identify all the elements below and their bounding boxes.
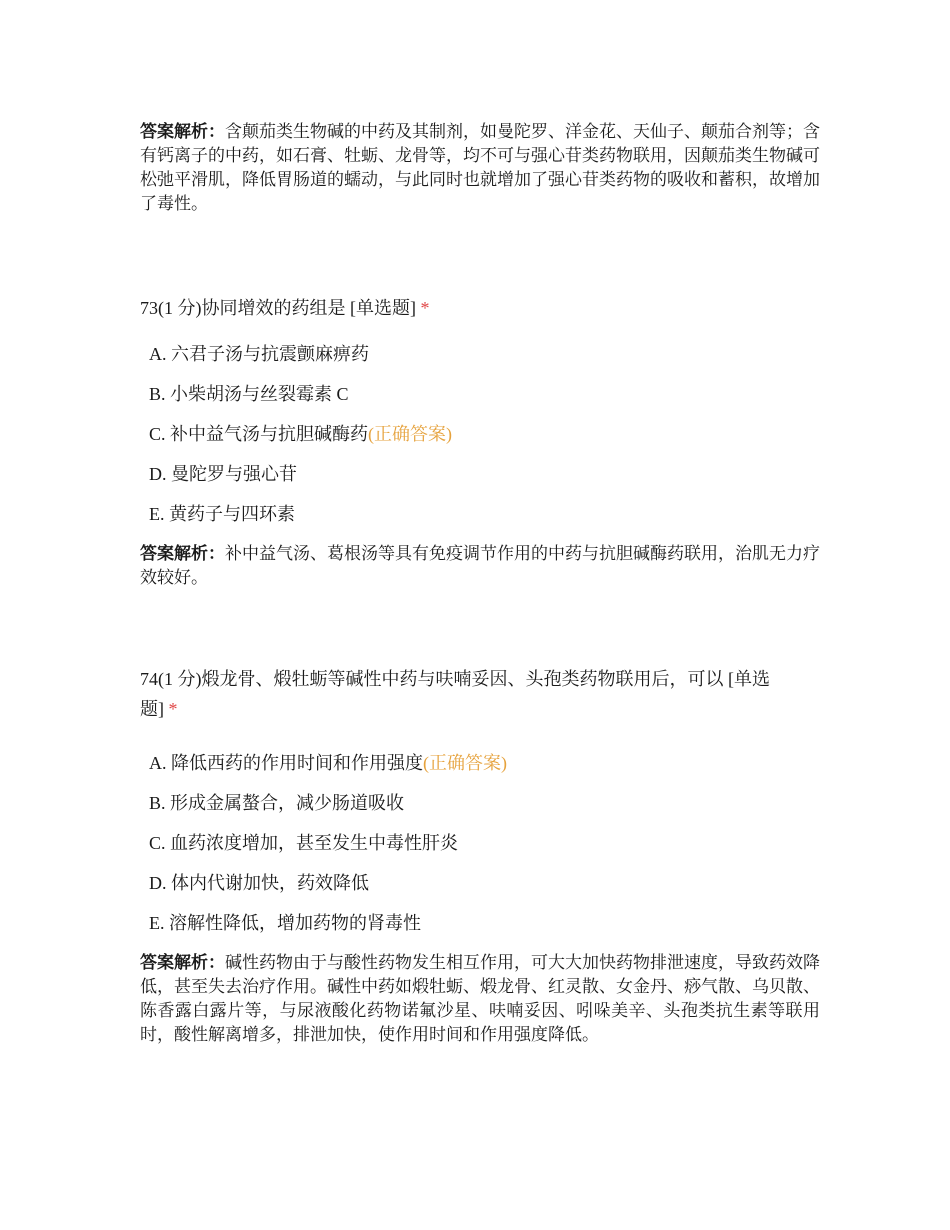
option-d[interactable] (149, 871, 820, 895)
question-text-line1: 74(1 分)煅龙骨、煅牡蛎等碱性中药与呋喃妥因、头孢类药物联用后，可以 [单选 (140, 669, 770, 689)
question-74-analysis (140, 951, 820, 1047)
option-a[interactable] (149, 751, 820, 775)
option-text: C. 血药浓度增加，甚至发生中毒性肝炎 (149, 833, 459, 853)
option-e[interactable] (149, 502, 820, 526)
option-text: B. 形成金属螯合，减少肠道吸收 (149, 793, 405, 813)
analysis-label: 答案解析： (140, 953, 225, 973)
question-title (140, 664, 820, 724)
analysis-label: 答案解析： (140, 544, 225, 564)
option-b[interactable] (149, 791, 820, 815)
question-text: 73(1 分)协同增效的药组是 [单选题] (140, 298, 416, 318)
option-text: D. 体内代谢加快，药效降低 (149, 873, 369, 893)
prev-analysis-block (140, 120, 820, 216)
question-73 (140, 293, 820, 323)
option-text: D. 曼陀罗与强心苷 (149, 464, 297, 484)
option-c[interactable] (149, 831, 820, 855)
question-74-options (140, 751, 820, 951)
required-mark: * (420, 298, 430, 318)
question-73-analysis (140, 542, 820, 590)
analysis-text: 碱性药物由于与酸性药物发生相互作用，可大大加快药物排泄速度，导致药效降低，甚至失去治疗作用。碱性中药如煅牡蛎、煅龙骨、红灵散、女金丹、痧气散、乌贝散、陈香露白露片等，与尿液酸化药物诺氟沙星、呋喃妥因、吲哚美辛、头孢类抗生素等联用时，酸性解离增多，排泄加快，使作用时间和作用强度降低。 (140, 953, 820, 1045)
question-74-analysis-block (140, 951, 820, 1047)
option-text: B. 小柴胡汤与丝裂霉素 C (149, 384, 349, 404)
option-text: E. 黄药子与四环素 (149, 504, 295, 524)
option-b[interactable] (149, 382, 820, 406)
option-text: A. 六君子汤与抗震颤麻痹药 (149, 344, 369, 364)
option-c[interactable] (149, 422, 820, 446)
question-73-analysis-block (140, 542, 820, 590)
analysis-text: 含颠茄类生物碱的中药及其制剂，如曼陀罗、洋金花、天仙子、颠茄合剂等；含有钙离子的中药，如石膏、牡蛎、龙骨等，均不可与强心苷类药物联用，因颠茄类生物碱可松弛平滑肌，降低胃肠道的蠕动，与此同时也就增加了强心苷类药物的吸收和蓄积，故增加了毒性。 (140, 122, 820, 214)
required-mark: * (168, 699, 178, 719)
question-title (140, 293, 820, 323)
prev-analysis (140, 120, 820, 216)
question-74 (140, 664, 820, 724)
option-d[interactable] (149, 462, 820, 486)
option-e[interactable] (149, 911, 820, 935)
correct-answer-tag: (正确答案) (368, 424, 453, 444)
question-text-line2: 题] (140, 699, 164, 719)
analysis-label: 答案解析： (140, 122, 225, 142)
analysis-text: 补中益气汤、葛根汤等具有免疫调节作用的中药与抗胆碱酶药联用，治肌无力疗效较好。 (140, 544, 820, 588)
correct-answer-tag: (正确答案) (423, 753, 507, 773)
option-a[interactable] (149, 342, 820, 366)
option-text: A. 降低西药的作用时间和作用强度 (149, 753, 423, 773)
option-text: C. 补中益气汤与抗胆碱酶药 (149, 424, 369, 444)
question-73-options (140, 342, 820, 542)
option-text: E. 溶解性降低，增加药物的肾毒性 (149, 913, 421, 933)
